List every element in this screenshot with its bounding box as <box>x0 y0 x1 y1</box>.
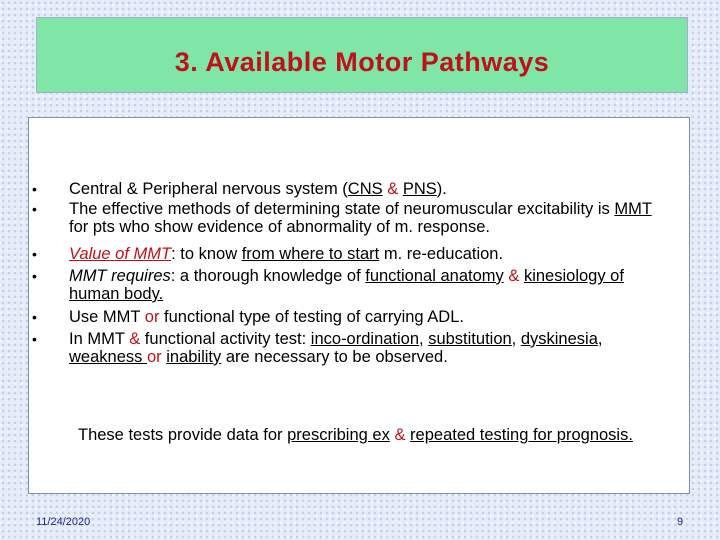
note-paragraph <box>69 426 679 444</box>
underlined-term: repeated testing for prognosis. <box>410 426 633 444</box>
bullet-4 <box>29 267 691 303</box>
underlined-term: inco-ordination <box>310 330 420 348</box>
text: : a thorough knowledge of <box>170 267 366 285</box>
content-box <box>28 117 690 494</box>
underlined-term: from where to start <box>241 245 380 263</box>
text: In MMT <box>69 330 130 348</box>
bullet-2 <box>29 200 691 236</box>
underlined-term: dyskinesia <box>520 330 598 348</box>
separator: , <box>419 330 429 348</box>
mmt-term: MMT <box>614 200 652 218</box>
ampersand: & <box>508 267 520 285</box>
bullet-dot: • <box>32 201 37 217</box>
pns-term: PNS <box>402 180 437 198</box>
bullet-dot: • <box>32 246 37 262</box>
or-word: or <box>146 348 162 366</box>
bullet-dot: • <box>32 309 37 325</box>
underlined-term: weakness <box>69 348 147 366</box>
ampersand: & <box>394 426 406 444</box>
ampersand: & <box>129 330 141 348</box>
separator: , <box>511 330 521 348</box>
bullet-6 <box>29 330 691 366</box>
text: Use MMT <box>69 308 145 326</box>
bullet-5 <box>29 308 691 326</box>
value-of-mmt: Value of MMT <box>69 245 172 263</box>
slide-title: 3. Available Motor Pathways <box>174 46 550 77</box>
footer-date: 11/24/2020 <box>36 516 91 528</box>
text: are necessary to be observed. <box>221 348 448 366</box>
separator: , <box>597 330 603 348</box>
bullet-list <box>29 180 691 366</box>
text: for pts who show evidence of abnormality of m. response. <box>69 218 490 236</box>
text: These tests provide data for <box>78 426 288 444</box>
text: functional type of testing of carrying ADL. <box>159 308 464 326</box>
underlined-term: substitution <box>428 330 512 348</box>
bullet-1 <box>29 180 691 198</box>
underlined-term: functional anatomy <box>365 267 504 285</box>
text: Central & Peripheral nervous system ( <box>69 180 348 198</box>
cns-term: CNS <box>347 180 383 198</box>
text: ). <box>436 180 447 198</box>
text: functional activity test: <box>140 330 311 348</box>
bullet-dot: • <box>32 331 37 347</box>
page-number: 9 <box>677 516 684 528</box>
title-box <box>36 17 688 93</box>
ampersand: & <box>387 180 399 198</box>
underlined-term: prescribing ex <box>287 426 390 444</box>
text: m. re-education. <box>379 245 504 263</box>
text: : to know <box>171 245 242 263</box>
underlined-term: inability <box>166 348 222 366</box>
text: The effective methods of determining state of neuromuscular excitability is <box>69 200 615 218</box>
or-word: or <box>144 308 160 326</box>
underlined-term: kinesiology of human body. <box>69 267 624 303</box>
mmt-requires: MMT requires <box>69 267 171 285</box>
bullet-3 <box>29 245 691 263</box>
bullet-dot: • <box>32 181 37 197</box>
bullet-dot: • <box>32 268 37 284</box>
